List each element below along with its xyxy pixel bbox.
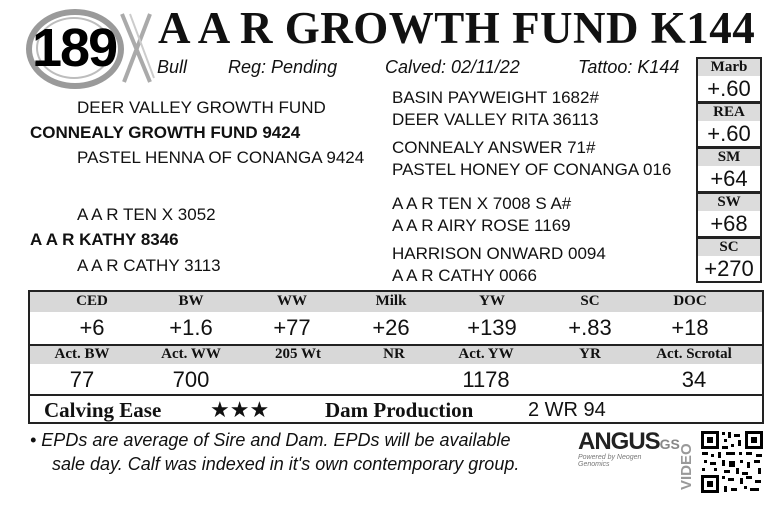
side-epd-label: SW [698, 194, 760, 211]
actual-label: 205 Wt [275, 346, 321, 362]
actual-label: NR [383, 346, 405, 362]
dam-dam-sire: HARRISON ONWARD 0094 [392, 244, 606, 263]
logo-tagline: Powered by Neogen Genomics [578, 454, 642, 468]
sire-sire-dam: DEER VALLEY RITA 36113 [392, 110, 599, 129]
epd-value: +139 [467, 315, 517, 340]
lot-number: 189 [32, 18, 117, 78]
side-epd-sm [696, 147, 762, 193]
epd-value: +1.6 [169, 315, 213, 340]
sex: Bull [157, 57, 188, 77]
actual-label: Act. Scrotal [656, 346, 732, 362]
actual-label: Act. YW [458, 346, 514, 362]
side-epd-value: +.60 [707, 121, 751, 146]
animal-name: A A R GROWTH FUND K144 [158, 3, 756, 53]
epd-value: +77 [273, 315, 311, 340]
angus-gs-logo [578, 428, 680, 474]
actual-value: 1178 [462, 367, 510, 392]
side-epd-label: REA [698, 104, 760, 121]
actual-label: YR [579, 346, 601, 362]
epd-label: WW [277, 293, 307, 309]
registration: Reg: Pending [228, 57, 338, 77]
epd-label: CED [76, 293, 108, 309]
side-epd-label: SM [698, 149, 760, 166]
sire-dam-dam: PASTEL HONEY OF CONANGA 016 [392, 160, 672, 179]
sire-sire: DEER VALLEY GROWTH FUND [77, 98, 326, 117]
sire-dam: PASTEL HENNA OF CONANGA 9424 [77, 148, 365, 167]
note-line-1: • EPDs are average of Sire and Dam. EPDs will be available [30, 430, 511, 450]
dam-production-value: 2 WR 94 [528, 399, 606, 421]
epd-label: Milk [375, 293, 407, 309]
actual-value: 34 [681, 367, 707, 392]
side-epd-label: SC [698, 239, 760, 256]
logo-suffix-text: GS [659, 436, 680, 452]
dam-dam: A A R CATHY 3113 [77, 256, 221, 275]
qr-code-icon[interactable] [700, 430, 764, 494]
divider [30, 394, 762, 396]
side-epd-label: Marb [698, 59, 760, 76]
actual-label: Act. BW [54, 346, 110, 362]
sire-sire-sire: BASIN PAYWEIGHT 1682# [392, 88, 599, 107]
logo-main-text: ANGUS [578, 428, 660, 455]
actual-value: 77 [69, 367, 95, 392]
side-epd-marb [696, 57, 762, 103]
video-label-text: VIDEO [678, 443, 695, 490]
side-epd-value: +64 [710, 166, 748, 191]
calved-date: Calved: 02/11/22 [385, 57, 520, 77]
dam-sire: A A R TEN X 3052 [77, 205, 216, 224]
dam-sire-sire: A A R TEN X 7008 S A# [392, 194, 572, 213]
dam: A A R KATHY 8346 [30, 230, 179, 249]
side-epd-value: +270 [704, 256, 754, 281]
note-line-2: sale day. Calf was indexed in it's own contemporary group. [52, 454, 520, 474]
dam-production-label: Dam Production [325, 398, 474, 422]
calving-ease-label: Calving Ease [44, 398, 162, 422]
epd-value: +26 [372, 315, 410, 340]
side-epd-value: +68 [710, 211, 748, 236]
calving-ease-stars: ★★★ [210, 397, 270, 422]
actual-label: Act. WW [161, 346, 221, 362]
side-epd-sw [696, 192, 762, 238]
epd-label: BW [178, 293, 204, 309]
sire-dam-sire: CONNEALY ANSWER 71# [392, 138, 596, 157]
tattoo: Tattoo: K144 [578, 57, 680, 77]
video-label[interactable] [676, 430, 696, 492]
side-epd-sc [696, 237, 762, 283]
side-epd-rea [696, 102, 762, 148]
epd-value: +.83 [568, 315, 612, 340]
dam-sire-dam: A A R AIRY ROSE 1169 [392, 216, 571, 235]
epd-value: +18 [671, 315, 709, 340]
sire: CONNEALY GROWTH FUND 9424 [30, 123, 301, 142]
epd-value: +6 [79, 315, 105, 340]
epd-label: DOC [673, 293, 707, 309]
epd-label: SC [580, 293, 600, 309]
dam-dam-dam: A A R CATHY 0066 [392, 266, 537, 285]
side-epd-value: +.60 [707, 76, 751, 101]
watermark-x-icon [120, 8, 156, 88]
epd-label: YW [479, 293, 505, 309]
actual-value: 700 [172, 367, 210, 392]
